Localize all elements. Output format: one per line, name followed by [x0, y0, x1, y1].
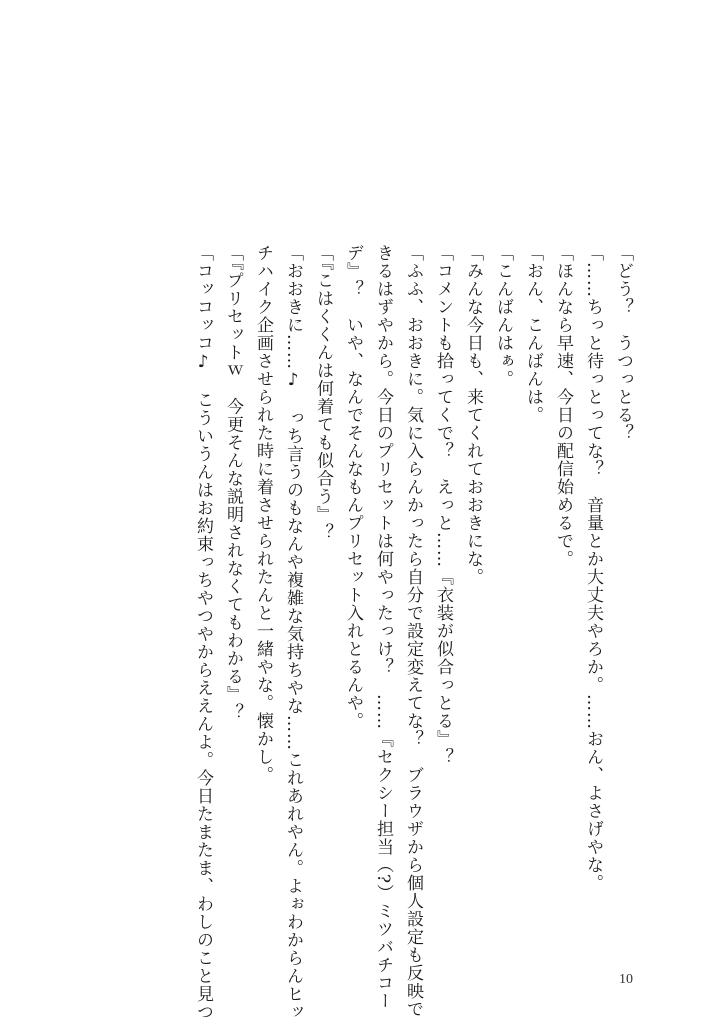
text-line: 「コッコッコ♪ こういうんはお約束っちやつやからええんよ。今日たまたま、わしのこと見つ	[193, 244, 213, 1021]
text-line: 「ふふ、おおきに。気に入らんかったら自分で設定変えてな？ ブラウザから個人設定も反映で	[403, 244, 423, 1018]
text-line: 「おおきに……♪ っち言うのもなんや複雑な気持ちやな……これあれやん。よぉわからんヒッ	[283, 244, 303, 1021]
text-line: きるはずやから。今日のプリセットは何やったっけ？ ……『セクシー担当（?）ミツバチコー	[373, 244, 393, 1011]
text-line: 「『こはくくんは何着ても似合う』？	[313, 244, 333, 542]
text-line: 「『プリセットｗ 今更そんな説明されなくてもわかる』？	[223, 244, 243, 722]
page-number: 10	[619, 972, 633, 987]
text-line: 「……ちっと待っとってな？ 音量とか大丈夫やろか。……おん、よさげやな。	[583, 244, 603, 892]
text-line: チハイク企画させられた時に着させられたんと一緒やな。懐かし。	[253, 244, 273, 784]
text-line: 「みんな今日も、来てくれておおきにな。	[463, 244, 483, 586]
text-line: 「こんばんはぁ。	[493, 244, 513, 388]
text-line: 「おん、こんばんは。	[523, 244, 543, 424]
text-line: デ』？ いや、なんでそんなもんプリセット入れとるんや。	[343, 244, 363, 730]
text-line: 「コメントも拾ってくで？ えっと……『衣装が似合っとる』？	[433, 244, 453, 766]
text-line: 「ほんなら早速、今日の配信始めるで。	[553, 244, 573, 568]
text-line: 「どう？ うつっとる？	[613, 244, 633, 442]
